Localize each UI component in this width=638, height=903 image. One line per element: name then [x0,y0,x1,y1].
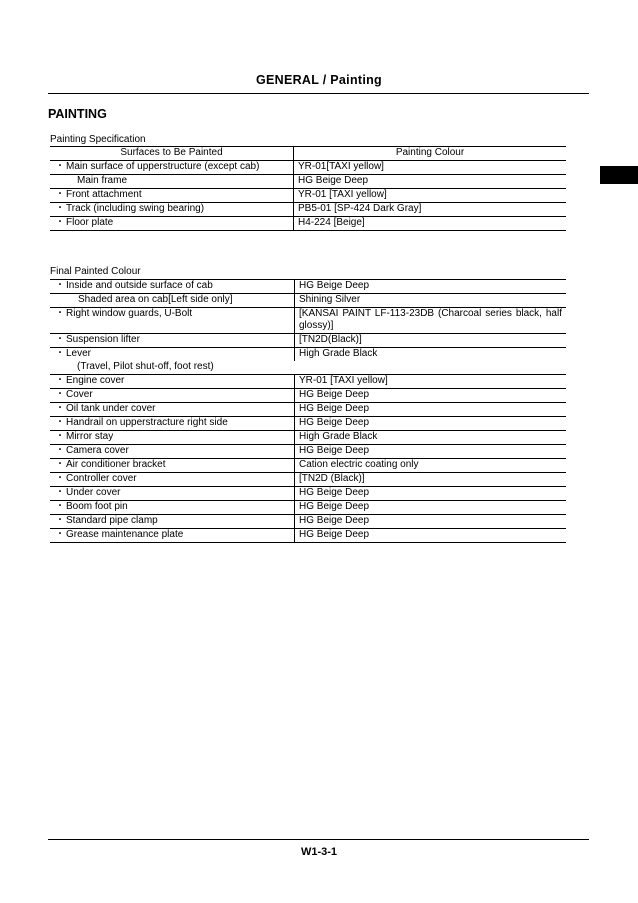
bullet-mark: ・ [55,189,65,200]
surface-cell [50,161,294,175]
table-row [50,361,566,375]
surface-text: Engine cover [66,375,125,386]
colour-cell: [KANSAI PAINT LF-113-23DB (Charcoal series black, half glossy)] [295,308,567,334]
surface-cell: (Travel, Pilot shut-off, foot rest) [50,361,295,375]
surface-cell [50,280,295,294]
colour-cell: YR-01 [TAXI yellow] [294,189,567,203]
surface-cell [50,334,295,348]
surface-cell [50,189,294,203]
section-tab-marker [600,166,638,184]
footer-rule [48,839,589,840]
header-rule [48,93,589,94]
section-title: PAINTING [48,107,107,121]
table-row [50,487,566,501]
table-row [50,217,566,231]
colour-cell: Cation electric coating only [295,459,567,473]
surface-text: Under cover [66,487,121,498]
table-row [50,348,566,362]
column-header-surface: Surfaces to Be Painted [50,147,294,161]
column-header-colour: Painting Colour [294,147,567,161]
bullet-mark: ・ [55,431,65,442]
surface-cell [50,501,295,515]
surface-text: Cover [66,389,93,400]
colour-cell: PB5-01 [SP-424 Dark Gray] [294,203,567,217]
colour-cell [295,361,567,375]
surface-text: Air conditioner bracket [66,459,166,470]
surface-cell [50,445,295,459]
surface-text: Floor plate [66,217,114,228]
table-row [50,294,566,308]
colour-cell: [TN2D (Black)] [295,473,567,487]
bullet-mark: ・ [55,403,65,414]
colour-cell: HG Beige Deep [295,515,567,529]
bullet-mark: ・ [55,308,65,319]
surface-cell [50,348,295,362]
colour-cell: HG Beige Deep [295,501,567,515]
table-row [50,417,566,431]
surface-cell [50,308,295,334]
bullet-mark: ・ [55,445,65,456]
colour-cell: H4-224 [Beige] [294,217,567,231]
bullet-mark: ・ [55,501,65,512]
table-row [50,308,566,334]
table-row [50,161,566,175]
surface-cell: Shaded area on cab[Left side only] [50,294,295,308]
surface-cell [50,389,295,403]
table-row [50,473,566,487]
table-row [50,203,566,217]
page-header-title: GENERAL / Painting [255,73,382,87]
surface-text: Right window guards, U-Bolt [66,308,193,319]
surface-cell [50,529,295,543]
table-row [50,459,566,473]
surface-text: Grease maintenance plate [66,529,184,540]
surface-cell [50,487,295,501]
table-row [50,431,566,445]
surface-cell [50,431,295,445]
colour-cell: [TN2D(Black)] [295,334,567,348]
spec-table-caption: Painting Specification [50,134,146,145]
table-row [50,501,566,515]
surface-text: Track (including swing bearing) [66,203,205,214]
surface-text: Oil tank under cover [66,403,156,414]
bullet-mark: ・ [55,334,65,345]
colour-cell: HG Beige Deep [294,175,567,189]
surface-text: Handrail on upperstracture right side [66,417,228,428]
table-row [50,403,566,417]
surface-text: Boom foot pin [66,501,128,512]
table-row [50,375,566,389]
table-row [50,389,566,403]
bullet-mark: ・ [55,161,65,172]
colour-cell: HG Beige Deep [295,487,567,501]
bullet-mark: ・ [55,203,65,214]
bullet-mark: ・ [55,375,65,386]
surface-cell [50,403,295,417]
surface-cell [50,473,295,487]
table-row [50,445,566,459]
surface-cell [50,203,294,217]
bullet-mark: ・ [55,487,65,498]
surface-text: Lever [66,348,92,359]
surface-text: Mirror stay [66,431,114,442]
final-painted-colour-table [50,279,566,543]
bullet-mark: ・ [55,217,65,228]
colour-cell: Shining Silver [295,294,567,308]
colour-cell: High Grade Black [295,431,567,445]
surface-cell [50,375,295,389]
table-row [50,515,566,529]
page-number: W1-3-1 [300,846,338,858]
colour-cell: HG Beige Deep [295,445,567,459]
table-row [50,280,566,294]
table-row [50,175,566,189]
surface-text: Suspension lifter [66,334,140,345]
final-table-caption: Final Painted Colour [50,266,141,277]
colour-cell: HG Beige Deep [295,403,567,417]
surface-cell: Main frame [50,175,294,189]
surface-text: Front attachment [66,189,142,200]
bullet-mark: ・ [55,417,65,428]
bullet-mark: ・ [55,529,65,540]
colour-cell: HG Beige Deep [295,417,567,431]
table-row [50,529,566,543]
table-row [50,189,566,203]
bullet-mark: ・ [55,280,65,291]
surface-text: Camera cover [66,445,129,456]
table-row [50,334,566,348]
surface-text: Main surface of upperstructure (except cab) [66,161,260,172]
bullet-mark: ・ [55,515,65,526]
colour-cell: HG Beige Deep [295,389,567,403]
surface-cell [50,459,295,473]
surface-text: Inside and outside surface of cab [66,280,213,291]
surface-text: Standard pipe clamp [66,515,158,526]
bullet-mark: ・ [55,473,65,484]
surface-cell [50,217,294,231]
painting-spec-table [50,146,566,231]
colour-cell: HG Beige Deep [295,280,567,294]
colour-cell: YR-01[TAXI yellow] [294,161,567,175]
surface-cell [50,515,295,529]
surface-cell [50,417,295,431]
colour-cell: YR-01 [TAXI yellow] [295,375,567,389]
bullet-mark: ・ [55,348,65,359]
surface-text: Controller cover [66,473,137,484]
bullet-mark: ・ [55,459,65,470]
colour-cell: High Grade Black [299,348,378,359]
colour-cell: HG Beige Deep [295,529,567,543]
bullet-mark: ・ [55,389,65,400]
table-header-row [50,147,566,161]
